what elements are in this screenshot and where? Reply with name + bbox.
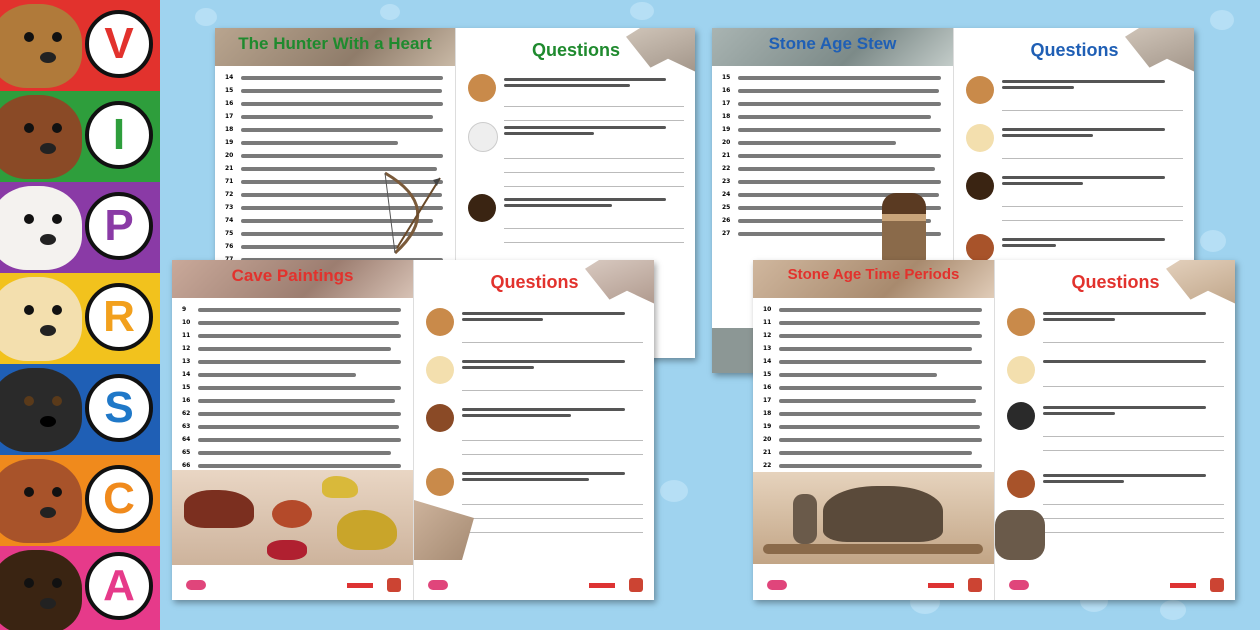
brand-mark bbox=[589, 583, 615, 588]
text-line bbox=[763, 408, 982, 419]
brand-logo bbox=[186, 580, 206, 590]
question-item bbox=[1007, 402, 1224, 462]
text-line bbox=[763, 304, 982, 315]
line-text bbox=[779, 451, 972, 455]
brand-logo bbox=[767, 580, 787, 590]
dog-illustration bbox=[0, 459, 82, 543]
line-number: 24 bbox=[722, 191, 731, 198]
line-number: 20 bbox=[225, 152, 234, 159]
line-number: 72 bbox=[225, 191, 234, 198]
line-number: 17 bbox=[225, 113, 234, 120]
line-number: 18 bbox=[225, 126, 234, 133]
questions-page bbox=[994, 260, 1235, 600]
text-line bbox=[182, 330, 401, 341]
line-text bbox=[198, 373, 356, 377]
text-line bbox=[763, 382, 982, 393]
quality-badge bbox=[387, 578, 401, 592]
text-line bbox=[763, 343, 982, 354]
letter-s: S bbox=[85, 374, 153, 442]
worksheet-cave-paintings bbox=[172, 260, 654, 600]
text-line bbox=[182, 317, 401, 328]
question-item bbox=[426, 308, 643, 352]
question-item bbox=[1007, 308, 1224, 352]
line-text bbox=[738, 89, 939, 93]
line-number: 64 bbox=[182, 436, 191, 443]
text-line bbox=[763, 317, 982, 328]
line-number: 11 bbox=[182, 332, 191, 339]
paw-print bbox=[195, 8, 217, 26]
line-text bbox=[779, 360, 982, 364]
line-number: 20 bbox=[763, 436, 772, 443]
vipers-strip bbox=[0, 0, 160, 630]
line-number: 9 bbox=[182, 306, 187, 313]
worksheet-title: Stone Age Stew bbox=[768, 34, 897, 53]
question-item bbox=[1007, 356, 1224, 400]
line-number: 16 bbox=[225, 100, 234, 107]
line-text bbox=[241, 128, 443, 132]
line-text bbox=[198, 334, 401, 338]
line-text bbox=[198, 386, 401, 390]
question-item bbox=[468, 122, 684, 192]
text-line bbox=[722, 163, 941, 174]
brand-mark bbox=[1170, 583, 1196, 588]
question-item bbox=[426, 356, 643, 400]
line-number: 20 bbox=[722, 139, 731, 146]
mammoth-illustration bbox=[753, 472, 994, 564]
line-number: 12 bbox=[182, 345, 191, 352]
line-text bbox=[779, 308, 982, 312]
paw-print bbox=[380, 4, 400, 20]
line-text bbox=[241, 115, 433, 119]
dog-illustration bbox=[0, 186, 82, 270]
paw-print bbox=[1210, 10, 1234, 30]
text-line bbox=[763, 395, 982, 406]
line-text bbox=[198, 438, 401, 442]
brand-mark bbox=[347, 583, 373, 588]
line-text bbox=[779, 464, 982, 468]
line-text bbox=[241, 76, 443, 80]
line-number: 15 bbox=[225, 87, 234, 94]
bow-and-arrow-illustration bbox=[375, 168, 450, 258]
question-item bbox=[468, 194, 684, 264]
cave-painting-illustration bbox=[172, 470, 413, 565]
question-item bbox=[966, 172, 1183, 232]
letter-c: C bbox=[85, 465, 153, 533]
quality-badge bbox=[968, 578, 982, 592]
worksheet-title: The Hunter With a Heart bbox=[238, 34, 432, 53]
caveman-illustration bbox=[882, 193, 926, 263]
line-number: 21 bbox=[763, 449, 772, 456]
line-text bbox=[779, 386, 982, 390]
line-number: 15 bbox=[763, 371, 772, 378]
line-text bbox=[198, 464, 401, 468]
line-number: 66 bbox=[182, 462, 191, 469]
text-line bbox=[225, 111, 443, 122]
mammoth-corner-illustration bbox=[995, 510, 1045, 560]
dog-illustration bbox=[0, 550, 82, 630]
line-number: 19 bbox=[225, 139, 234, 146]
text-line bbox=[182, 356, 401, 367]
line-text bbox=[241, 102, 443, 106]
question-item bbox=[966, 76, 1183, 120]
line-text bbox=[738, 76, 941, 80]
text-page bbox=[172, 260, 413, 600]
text-line bbox=[763, 369, 982, 380]
text-line bbox=[225, 137, 443, 148]
text-lines bbox=[763, 304, 982, 499]
line-text bbox=[738, 180, 941, 184]
line-text bbox=[738, 167, 935, 171]
line-number: 16 bbox=[763, 384, 772, 391]
line-number: 27 bbox=[722, 230, 731, 237]
text-line bbox=[182, 421, 401, 432]
quality-badge bbox=[629, 578, 643, 592]
line-text bbox=[779, 321, 980, 325]
text-line bbox=[182, 447, 401, 458]
question-item bbox=[966, 124, 1183, 168]
text-line bbox=[225, 150, 443, 161]
line-number: 18 bbox=[722, 113, 731, 120]
line-number: 62 bbox=[182, 410, 191, 417]
text-line bbox=[722, 111, 941, 122]
line-text bbox=[198, 425, 399, 429]
worksheet-title: Cave Paintings bbox=[231, 266, 354, 285]
paw-print bbox=[630, 2, 654, 20]
questions-title: Questions bbox=[1071, 272, 1160, 292]
worksheet-title: Stone Age Time Periods bbox=[787, 266, 960, 283]
paw-print bbox=[1200, 230, 1226, 252]
line-number: 21 bbox=[225, 165, 234, 172]
line-text bbox=[779, 412, 982, 416]
line-number: 17 bbox=[722, 100, 731, 107]
line-text bbox=[779, 373, 937, 377]
line-number: 25 bbox=[722, 204, 731, 211]
line-number: 22 bbox=[722, 165, 731, 172]
text-page bbox=[753, 260, 994, 600]
line-number: 63 bbox=[182, 423, 191, 430]
line-text bbox=[738, 128, 941, 132]
line-number: 14 bbox=[225, 74, 234, 81]
line-number: 12 bbox=[763, 332, 772, 339]
paw-print bbox=[660, 480, 688, 502]
line-number: 22 bbox=[763, 462, 772, 469]
line-number: 73 bbox=[225, 204, 234, 211]
questions-title: Questions bbox=[490, 272, 579, 292]
line-number: 74 bbox=[225, 217, 234, 224]
letter-r: R bbox=[85, 283, 153, 351]
questions-title: Questions bbox=[1030, 40, 1119, 60]
dog-illustration bbox=[0, 95, 82, 179]
text-line bbox=[225, 72, 443, 83]
line-number: 10 bbox=[763, 306, 772, 313]
line-number: 13 bbox=[763, 345, 772, 352]
line-number: 18 bbox=[763, 410, 772, 417]
text-line bbox=[722, 98, 941, 109]
line-number: 13 bbox=[182, 358, 191, 365]
line-text bbox=[779, 425, 980, 429]
line-text bbox=[198, 308, 401, 312]
line-text bbox=[738, 102, 941, 106]
line-text bbox=[198, 399, 395, 403]
letter-v: V bbox=[85, 10, 153, 78]
line-text bbox=[738, 115, 931, 119]
line-number: 15 bbox=[722, 74, 731, 81]
line-number: 26 bbox=[722, 217, 731, 224]
text-line bbox=[225, 85, 443, 96]
text-line bbox=[722, 85, 941, 96]
text-line bbox=[182, 369, 401, 380]
text-line bbox=[722, 124, 941, 135]
letter-i: I bbox=[85, 101, 153, 169]
line-text bbox=[198, 347, 391, 351]
line-text bbox=[198, 412, 401, 416]
line-number: 19 bbox=[763, 423, 772, 430]
dog-illustration bbox=[0, 368, 82, 452]
line-number: 75 bbox=[225, 230, 234, 237]
line-text bbox=[198, 360, 401, 364]
line-text bbox=[198, 321, 399, 325]
letter-p: P bbox=[85, 192, 153, 260]
line-text bbox=[779, 399, 976, 403]
line-text bbox=[241, 89, 442, 93]
line-number: 10 bbox=[182, 319, 191, 326]
line-text bbox=[779, 347, 972, 351]
line-number: 14 bbox=[182, 371, 191, 378]
line-number: 17 bbox=[763, 397, 772, 404]
line-number: 14 bbox=[763, 358, 772, 365]
brand-logo bbox=[1009, 580, 1029, 590]
line-number: 15 bbox=[182, 384, 191, 391]
line-number: 76 bbox=[225, 243, 234, 250]
line-number: 71 bbox=[225, 178, 234, 185]
text-line bbox=[182, 304, 401, 315]
quality-badge bbox=[1210, 578, 1224, 592]
line-number: 65 bbox=[182, 449, 191, 456]
text-line bbox=[722, 150, 941, 161]
question-item bbox=[426, 404, 643, 464]
text-line bbox=[763, 460, 982, 471]
questions-page bbox=[413, 260, 654, 600]
worksheet-time-periods bbox=[753, 260, 1235, 600]
line-text bbox=[738, 154, 941, 158]
text-line bbox=[722, 137, 941, 148]
line-text bbox=[198, 451, 391, 455]
line-number: 16 bbox=[722, 87, 731, 94]
line-number: 11 bbox=[763, 319, 772, 326]
line-number: 16 bbox=[182, 397, 191, 404]
text-line bbox=[763, 330, 982, 341]
paw-print bbox=[1160, 600, 1186, 620]
text-line bbox=[182, 395, 401, 406]
line-number: 23 bbox=[722, 178, 731, 185]
text-line bbox=[182, 434, 401, 445]
line-text bbox=[241, 154, 443, 158]
line-number: 19 bbox=[722, 126, 731, 133]
line-text bbox=[738, 141, 896, 145]
brand-logo bbox=[428, 580, 448, 590]
letter-a: A bbox=[85, 552, 153, 620]
line-text bbox=[241, 141, 398, 145]
text-line bbox=[763, 447, 982, 458]
dog-illustration bbox=[0, 277, 82, 361]
line-text bbox=[779, 438, 982, 442]
text-line bbox=[722, 72, 941, 83]
text-line bbox=[182, 343, 401, 354]
line-text bbox=[779, 334, 982, 338]
text-line bbox=[225, 124, 443, 135]
questions-title: Questions bbox=[531, 40, 620, 60]
text-line bbox=[763, 421, 982, 432]
text-line bbox=[763, 434, 982, 445]
dog-illustration bbox=[0, 4, 82, 88]
text-line bbox=[182, 382, 401, 393]
text-line bbox=[225, 98, 443, 109]
brand-mark bbox=[928, 583, 954, 588]
line-number: 21 bbox=[722, 152, 731, 159]
text-line bbox=[722, 176, 941, 187]
text-line bbox=[182, 408, 401, 419]
text-line bbox=[763, 356, 982, 367]
